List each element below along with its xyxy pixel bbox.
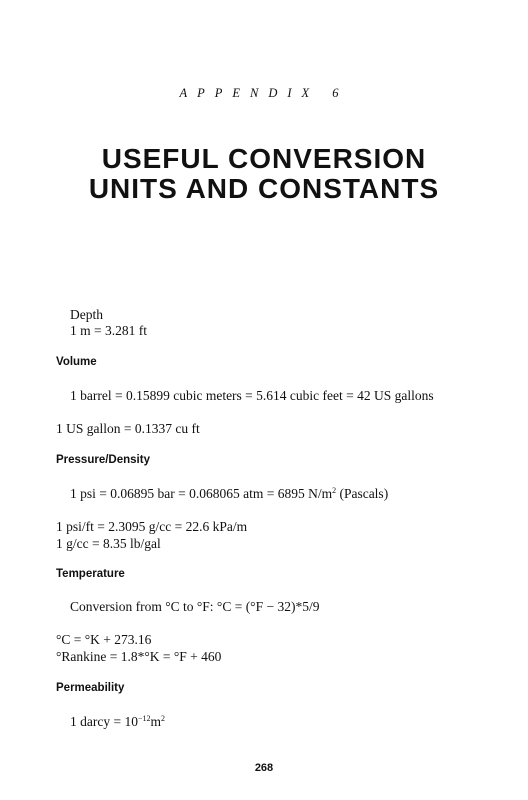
temperature-rankine: °Rankine = 1.8*°K = °F + 460 bbox=[56, 649, 222, 664]
volume-gallon-conversion: 1 US gallon = 0.1337 cu ft bbox=[56, 421, 200, 436]
darcy-unit: m bbox=[150, 714, 161, 729]
temperature-c-to-f: Conversion from °C to °F: °C = (°F − 32)*5/9 bbox=[70, 599, 320, 614]
page-number: 268 bbox=[254, 762, 274, 774]
section-heading-temperature: Temperature bbox=[56, 568, 125, 580]
section-heading-pressure-density: Pressure/Density bbox=[56, 454, 150, 466]
depth-label: Depth bbox=[70, 307, 103, 322]
title-line-1: USEFUL CONVERSION bbox=[101, 143, 427, 174]
page-title bbox=[0, 144, 528, 204]
darcy-text: 1 darcy = 10 bbox=[70, 714, 138, 729]
permeability-darcy-conversion bbox=[70, 713, 165, 730]
temperature-c-to-k: °C = °K + 273.16 bbox=[56, 632, 152, 647]
superscript: 2 bbox=[332, 486, 337, 495]
section-heading-volume: Volume bbox=[56, 356, 97, 368]
superscript-square: 2 bbox=[161, 714, 165, 723]
section-heading-permeability: Permeability bbox=[56, 682, 125, 694]
appendix-label: APPENDIX 6 bbox=[179, 86, 349, 100]
depth-conversion: 1 m = 3.281 ft bbox=[70, 323, 147, 338]
density-conversion: 1 g/cc = 8.35 lb/gal bbox=[56, 536, 161, 551]
pressure-psi-unit: (Pascals) bbox=[336, 486, 389, 501]
title-line-2: UNITS AND CONSTANTS bbox=[88, 173, 440, 204]
pressure-gradient-conversion: 1 psi/ft = 2.3095 g/cc = 22.6 kPa/m bbox=[56, 519, 248, 534]
superscript-exponent: −12 bbox=[137, 714, 151, 723]
pressure-psi-text: 1 psi = 0.06895 bar = 0.068065 atm = 6895 N/m bbox=[70, 486, 333, 501]
pressure-psi-conversion bbox=[70, 485, 388, 502]
volume-barrel-conversion: 1 barrel = 0.15899 cubic meters = 5.614 cubic feet = 42 US gallons bbox=[70, 388, 434, 403]
